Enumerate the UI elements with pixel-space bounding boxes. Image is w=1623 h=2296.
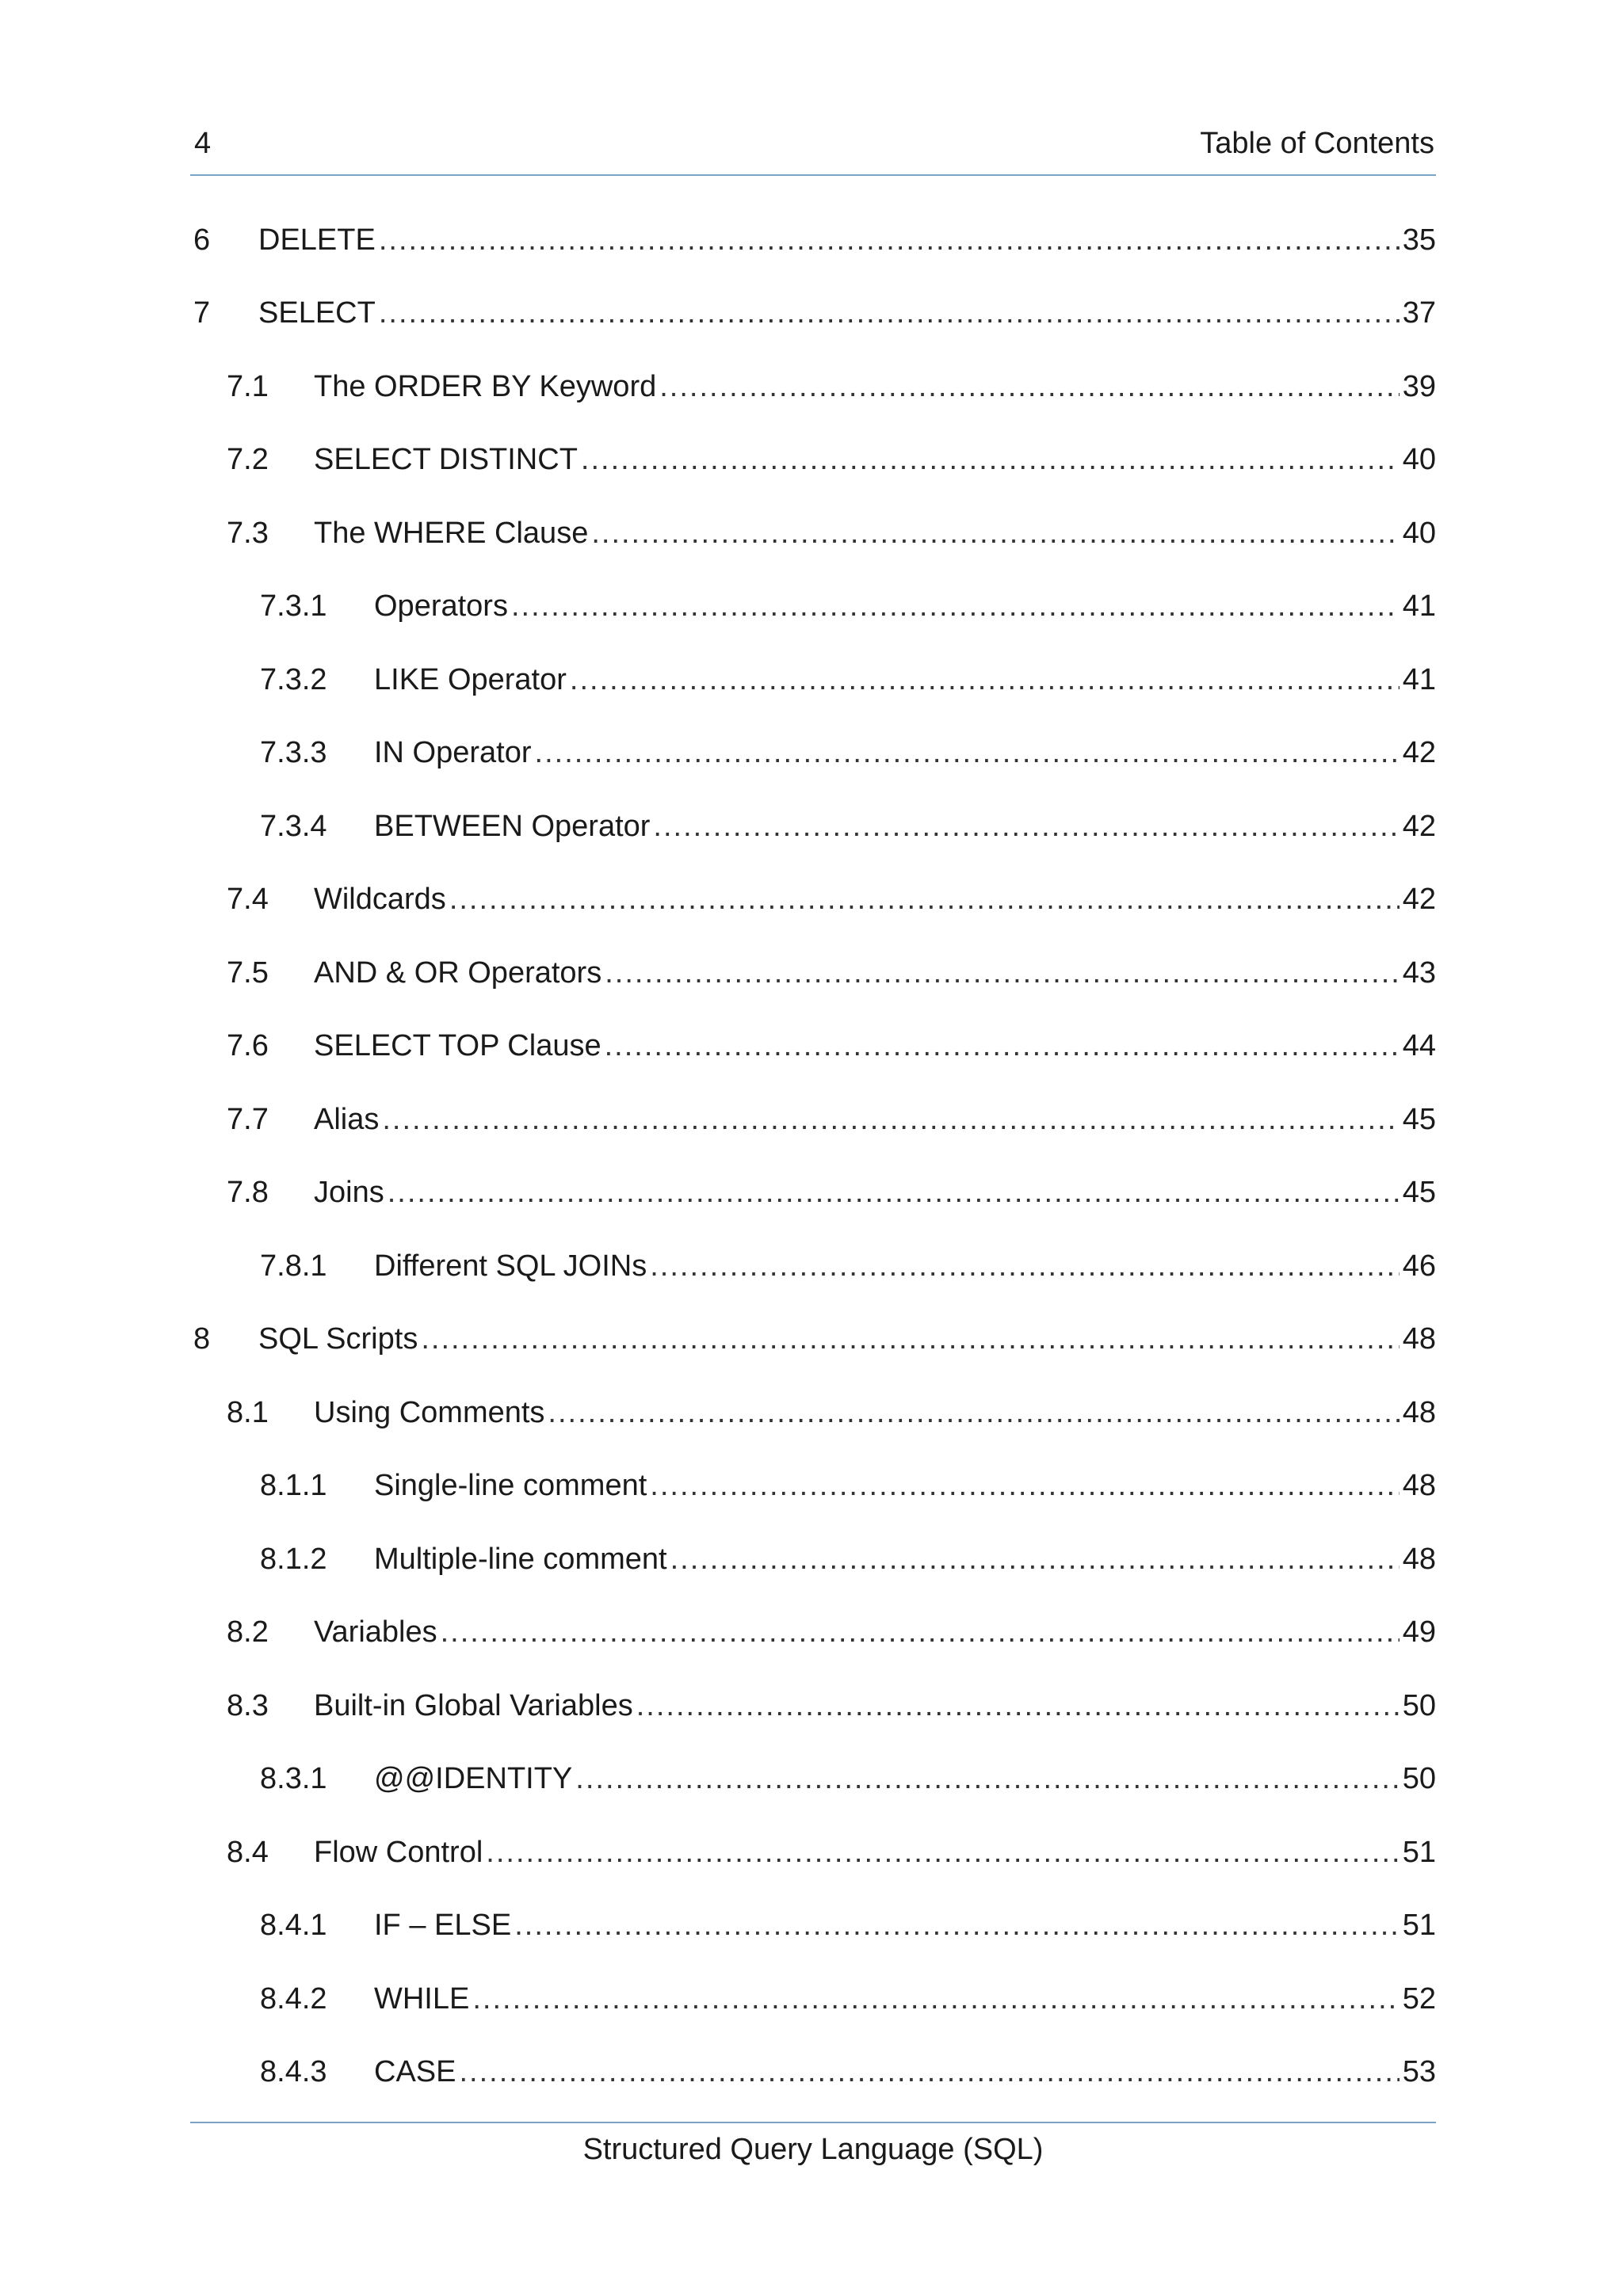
toc-entry-number: 7.3 [227, 516, 269, 550]
dot-leader [659, 359, 1399, 414]
toc-entry-title[interactable]: Wildcards [314, 883, 446, 916]
toc-entry-line [374, 1458, 1436, 1513]
toc-entry-page[interactable]: 53 [1402, 2055, 1436, 2088]
toc-entry[interactable] [190, 707, 1436, 781]
toc-entry-number: 7.3.3 [260, 736, 327, 769]
toc-entry-title[interactable]: Built-in Global Variables [314, 1688, 633, 1722]
header-title: Table of Contents [1200, 127, 1434, 160]
toc-entry-page[interactable]: 48 [1402, 1395, 1436, 1429]
toc-entry[interactable] [190, 1294, 1436, 1367]
toc-entry-line [258, 1311, 1436, 1367]
toc-entry-title[interactable]: SELECT TOP Clause [314, 1029, 601, 1062]
toc-entry-page[interactable]: 39 [1402, 369, 1436, 403]
toc-entry-line [374, 2044, 1436, 2100]
toc-entry-number: 7.8 [227, 1176, 269, 1209]
toc-entry[interactable] [190, 780, 1436, 854]
dot-leader [605, 945, 1400, 1001]
page-footer [190, 2122, 1436, 2167]
dot-leader [636, 1678, 1400, 1733]
toc-entry-page[interactable]: 44 [1402, 1029, 1436, 1062]
dot-leader [459, 2044, 1399, 2100]
toc-entry-line [314, 432, 1436, 487]
toc-entry-line [258, 285, 1436, 341]
dot-leader [388, 1165, 1400, 1220]
toc-entry-number: 8 [193, 1322, 211, 1356]
toc-entry-page[interactable]: 40 [1402, 443, 1436, 476]
toc-entry-title[interactable]: WHILE [374, 1981, 470, 2016]
dot-leader [653, 799, 1399, 854]
toc-entry-number: 7.7 [227, 1102, 269, 1136]
toc-entry-line [374, 1971, 1436, 2027]
toc-entry-number: 8.3.1 [260, 1762, 327, 1795]
dot-leader [535, 725, 1400, 780]
dot-leader [591, 505, 1399, 561]
toc-entry-page[interactable]: 49 [1402, 1615, 1436, 1649]
toc-entry-title[interactable]: IN Operator [374, 736, 532, 769]
toc-entry-number: 8.1 [227, 1395, 269, 1429]
dot-leader [382, 1092, 1399, 1147]
toc-entry-title[interactable]: Multiple-line comment [374, 1542, 667, 1576]
toc-entry[interactable] [190, 194, 1436, 268]
toc-entry-number: 8.4 [227, 1835, 269, 1869]
toc-entry-number: 8.4.2 [260, 1981, 327, 2016]
toc-entry-title[interactable]: Single-line comment [374, 1469, 647, 1502]
toc-entry-line [374, 1238, 1436, 1294]
toc-entry-number: 7.4 [227, 883, 269, 916]
toc-entry-number: 8.2 [227, 1615, 269, 1649]
toc-entry-number: 8.3 [227, 1688, 269, 1722]
toc-entry-title[interactable]: SQL Scripts [258, 1322, 418, 1356]
toc-entry-page[interactable]: 45 [1402, 1102, 1436, 1136]
toc-entry-line [314, 359, 1436, 414]
toc-entry[interactable] [190, 1587, 1436, 1661]
toc-entry-page[interactable]: 43 [1402, 955, 1436, 990]
toc-entry-line [374, 799, 1436, 854]
toc-entry-number: 7.3.4 [260, 809, 327, 843]
dot-leader [650, 1458, 1399, 1513]
toc-entry[interactable] [190, 927, 1436, 1001]
toc-entry-title[interactable]: AND & OR Operators [314, 955, 602, 990]
toc-entry-number: 7.2 [227, 443, 269, 476]
toc-entry-page[interactable]: 52 [1402, 1981, 1436, 2016]
toc-entry[interactable] [190, 1440, 1436, 1514]
dot-leader [511, 578, 1400, 634]
toc-entry-line [314, 1678, 1436, 1733]
toc-entry[interactable] [190, 1074, 1436, 1147]
toc-entry-line [374, 1897, 1436, 1953]
toc-entry-page[interactable]: 41 [1402, 589, 1436, 623]
toc-entry-page[interactable]: 50 [1402, 1688, 1436, 1722]
dot-leader [421, 1311, 1399, 1367]
toc-entry-line [314, 1092, 1436, 1147]
toc-entry[interactable] [190, 1001, 1436, 1074]
toc-entry-page[interactable]: 48 [1402, 1469, 1436, 1502]
dot-leader [486, 1825, 1399, 1880]
table-of-contents [190, 194, 1436, 2100]
dot-leader [472, 1971, 1399, 2027]
toc-entry-page[interactable]: 51 [1402, 1835, 1436, 1869]
dot-leader [449, 871, 1400, 927]
toc-entry-line [314, 1385, 1436, 1440]
toc-entry-page[interactable]: 40 [1402, 516, 1436, 550]
footer-title: Structured Query Language (SQL) [582, 2133, 1044, 2166]
dot-leader [379, 285, 1400, 341]
dot-leader [379, 212, 1400, 268]
toc-entry-number: 8.1.1 [260, 1469, 327, 1502]
toc-entry[interactable] [190, 1880, 1436, 1954]
toc-entry-number: 8.4.3 [260, 2055, 327, 2088]
toc-entry-title[interactable]: SELECT [258, 296, 376, 330]
toc-entry-page[interactable]: 48 [1402, 1322, 1436, 1356]
toc-entry-line [314, 871, 1436, 927]
toc-entry[interactable] [190, 1513, 1436, 1587]
toc-entry-line [314, 1165, 1436, 1220]
toc-entry-page[interactable]: 37 [1402, 296, 1436, 330]
toc-entry-title[interactable]: BETWEEN Operator [374, 809, 651, 843]
toc-entry[interactable] [190, 1953, 1436, 2027]
toc-entry-page[interactable]: 42 [1402, 883, 1436, 916]
dot-leader [650, 1238, 1399, 1294]
toc-entry-number: 7.3.2 [260, 662, 327, 696]
toc-entry-title[interactable]: @@IDENTITY [374, 1762, 573, 1795]
toc-entry-page[interactable]: 35 [1402, 223, 1436, 257]
toc-entry-title[interactable]: The ORDER BY Keyword [314, 369, 657, 403]
toc-entry-number: 7.1 [227, 369, 269, 403]
dot-leader [570, 652, 1400, 707]
toc-entry-line [374, 652, 1436, 707]
page-number: 4 [194, 127, 212, 160]
toc-entry-number: 7 [193, 296, 211, 330]
toc-entry-title[interactable]: IF – ELSE [374, 1909, 512, 1942]
toc-entry-title[interactable]: Joins [314, 1176, 384, 1209]
toc-entry-number: 8.4.1 [260, 1909, 327, 1942]
toc-entry-number: 7.5 [227, 955, 269, 990]
toc-entry-line [374, 578, 1436, 634]
toc-entry[interactable] [190, 1220, 1436, 1294]
toc-entry-number: 7.3.1 [260, 589, 327, 623]
toc-entry-page[interactable]: 41 [1402, 662, 1436, 696]
toc-entry-page[interactable]: 42 [1402, 736, 1436, 769]
toc-entry-title[interactable]: Flow Control [314, 1835, 483, 1869]
toc-entry[interactable] [190, 487, 1436, 561]
toc-entry-page[interactable]: 46 [1402, 1249, 1436, 1283]
dot-leader [670, 1531, 1400, 1587]
toc-entry-title[interactable]: DELETE [258, 223, 376, 257]
toc-entry-title[interactable]: LIKE Operator [374, 662, 567, 696]
toc-entry[interactable] [190, 1367, 1436, 1440]
dot-leader [514, 1897, 1400, 1953]
toc-entry-title[interactable]: Using Comments [314, 1395, 545, 1429]
dot-leader [605, 1018, 1400, 1074]
toc-entry-title[interactable]: Operators [374, 589, 508, 623]
toc-entry-number: 8.1.2 [260, 1542, 327, 1576]
toc-entry-page[interactable]: 48 [1402, 1542, 1436, 1576]
toc-entry-title[interactable]: The WHERE Clause [314, 516, 589, 550]
page-header [190, 119, 1436, 176]
dot-leader [581, 432, 1400, 487]
toc-entry[interactable] [190, 634, 1436, 707]
toc-entry-line [314, 945, 1436, 1001]
dot-leader [548, 1385, 1399, 1440]
toc-entry-line [374, 725, 1436, 780]
toc-entry-page[interactable]: 42 [1402, 809, 1436, 843]
toc-entry[interactable] [190, 2027, 1436, 2100]
toc-entry-number: 7.6 [227, 1029, 269, 1062]
toc-entry-title[interactable]: Different SQL JOINs [374, 1249, 647, 1283]
toc-entry-title[interactable]: Alias [314, 1102, 380, 1136]
toc-entry-number: 7.8.1 [260, 1249, 327, 1283]
toc-entry-title[interactable]: Variables [314, 1615, 437, 1649]
toc-entry-page[interactable]: 45 [1402, 1176, 1436, 1209]
toc-entry-title[interactable]: CASE [374, 2055, 456, 2088]
toc-entry[interactable] [190, 414, 1436, 488]
toc-entry[interactable] [190, 1147, 1436, 1221]
toc-entry[interactable] [190, 1733, 1436, 1807]
toc-entry-line [314, 1825, 1436, 1880]
toc-entry[interactable] [190, 268, 1436, 341]
toc-entry-title[interactable]: SELECT DISTINCT [314, 443, 578, 476]
toc-entry-line [314, 505, 1436, 561]
toc-entry-line [314, 1604, 1436, 1660]
toc-entry-line [374, 1531, 1436, 1587]
toc-entry-number: 6 [193, 223, 211, 257]
toc-entry-line [314, 1018, 1436, 1074]
toc-entry[interactable] [190, 341, 1436, 414]
dot-leader [441, 1604, 1400, 1660]
toc-entry-page[interactable]: 51 [1402, 1909, 1436, 1942]
toc-entry-line [258, 212, 1436, 268]
toc-entry-line [374, 1751, 1436, 1806]
toc-entry[interactable] [190, 1806, 1436, 1880]
toc-entry[interactable] [190, 1660, 1436, 1733]
toc-entry[interactable] [190, 561, 1436, 635]
dot-leader [575, 1751, 1399, 1806]
toc-entry-page[interactable]: 50 [1402, 1762, 1436, 1795]
toc-entry[interactable] [190, 854, 1436, 928]
